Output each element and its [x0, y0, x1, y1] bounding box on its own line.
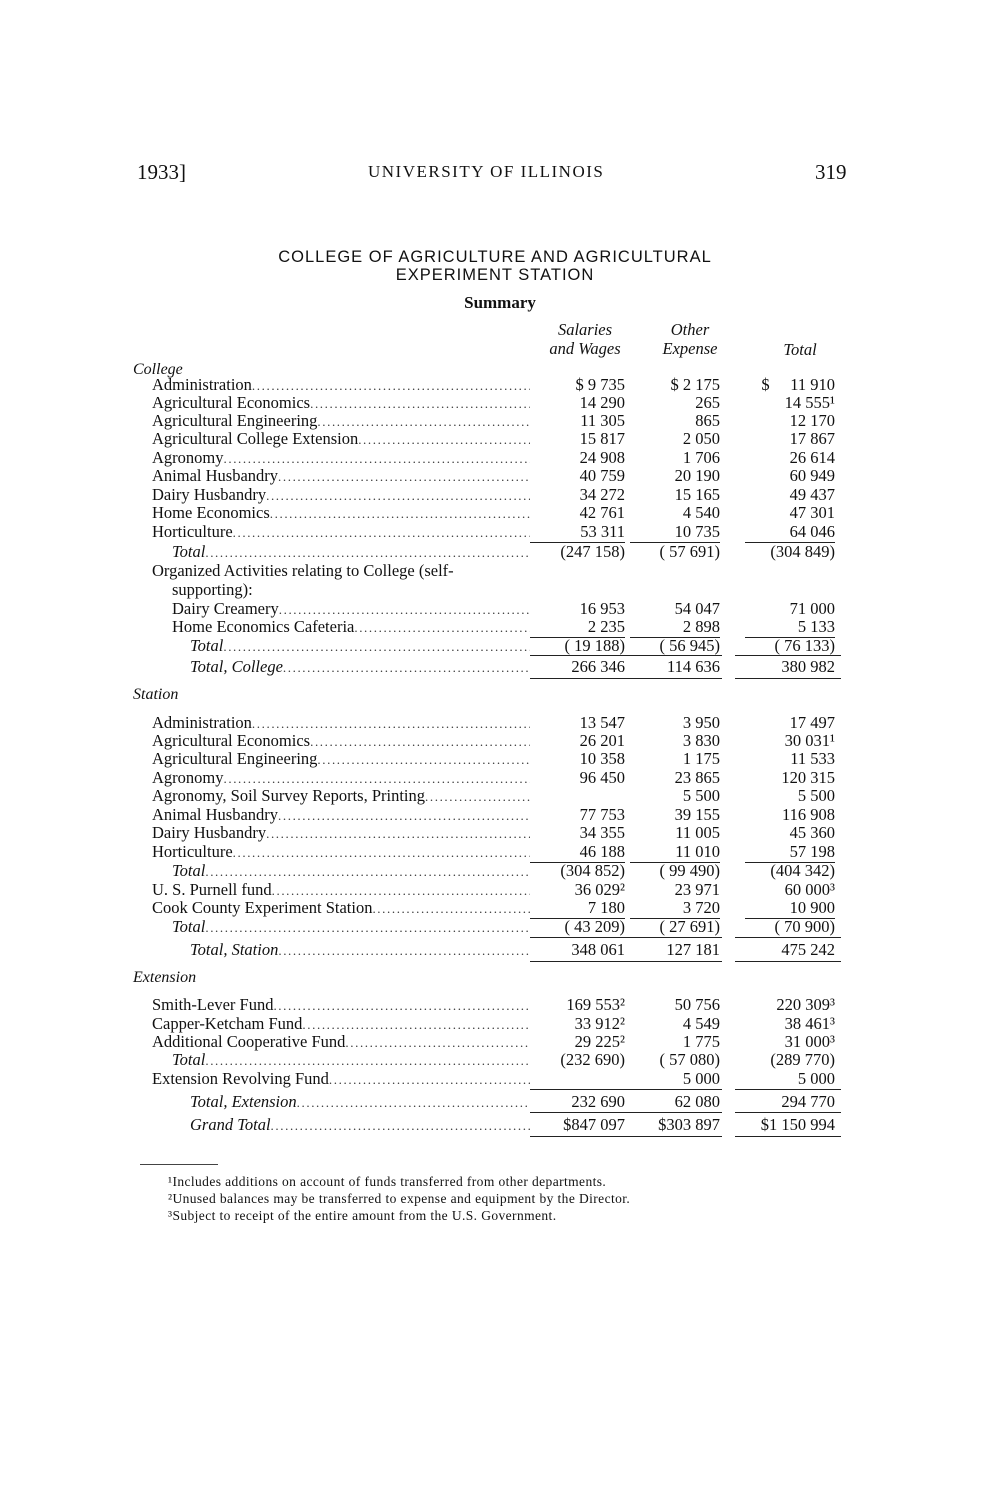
- section-heading-college: College: [133, 361, 183, 378]
- rule: [735, 937, 841, 938]
- salaries-cell: 53 311: [530, 523, 625, 543]
- salaries-cell: 40 759: [579, 466, 625, 485]
- row-label: Horticulture: [152, 523, 233, 541]
- row-label: Smith-Lever Fund: [152, 996, 274, 1014]
- organized-activities-label-cont: supporting):: [172, 581, 253, 599]
- total-cell: 45 360: [789, 823, 835, 842]
- other-expense-cell: 23 971: [674, 880, 720, 899]
- total-cell: ( 76 133): [774, 636, 835, 655]
- other-expense-cell: 5 000: [682, 1069, 720, 1088]
- footnote-2: ²Unused balances may be transferred to expense and equipment by the Director.: [168, 1191, 631, 1206]
- salaries-cell: $ 9 735: [575, 375, 625, 394]
- total-cell: 17 497: [789, 713, 835, 732]
- column-header-salaries-line1: Salaries: [557, 320, 613, 339]
- other-expense-cell: ( 99 490): [659, 861, 720, 880]
- rule: [735, 1089, 841, 1090]
- salaries-cell: 11 305: [580, 411, 625, 430]
- grand-total-row: [0, 1116, 1000, 1134]
- rule: [530, 655, 628, 656]
- subtotal-row: [0, 1051, 1000, 1069]
- other-expense-cell: 50 756: [674, 995, 720, 1014]
- row-label: Total: [172, 1051, 206, 1069]
- table-row: [0, 1033, 1000, 1051]
- total-cell: 30 031¹: [784, 731, 835, 750]
- subtotal-row: [0, 637, 1000, 655]
- row-label: Dairy Husbandry: [152, 824, 267, 842]
- rule: [735, 1136, 841, 1137]
- other-expense-cell: ( 56 945): [659, 636, 720, 655]
- table-row: [0, 899, 1000, 917]
- salaries-cell: 24 908: [579, 448, 625, 467]
- salaries-cell: 16 953: [579, 599, 625, 618]
- section-total-row: [0, 658, 1000, 676]
- table-row: [0, 750, 1000, 768]
- table-row: [0, 996, 1000, 1014]
- rule: [735, 678, 841, 679]
- salaries-cell: 348 061: [571, 940, 625, 959]
- table-row: [0, 1015, 1000, 1033]
- total-cell: 47 301: [789, 503, 835, 522]
- other-expense-cell: 2 898: [630, 618, 720, 638]
- table-row: [0, 732, 1000, 750]
- salaries-cell: ( 43 209): [564, 917, 625, 936]
- other-expense-cell: 2 050: [682, 429, 720, 448]
- subtotal-row: [0, 862, 1000, 880]
- total-cell: 11 533: [790, 749, 835, 768]
- row-label: Grand Total: [190, 1116, 271, 1134]
- total-cell: 49 437: [789, 485, 835, 504]
- other-expense-cell: ( 27 691): [659, 917, 720, 936]
- total-cell: 71 000: [789, 599, 835, 618]
- header-year: 1933]: [137, 160, 186, 184]
- other-expense-cell: 3 720: [630, 899, 720, 919]
- other-expense-cell: 114 636: [666, 657, 720, 676]
- row-label: Total, Extension: [190, 1093, 297, 1111]
- salaries-cell: 29 225²: [574, 1032, 625, 1051]
- header-page-number: 319: [815, 160, 847, 184]
- table-row: [0, 430, 1000, 448]
- total-cell: 380 982: [781, 657, 835, 676]
- header-institution: UNIVERSITY OF ILLINOIS: [368, 162, 605, 181]
- column-header-other: [640, 320, 740, 358]
- other-expense-cell: 127 181: [666, 940, 720, 959]
- total-cell: 64 046: [745, 523, 835, 543]
- rule: [620, 1112, 722, 1113]
- row-label: Total: [190, 637, 224, 655]
- salaries-cell: 34 355: [579, 823, 625, 842]
- other-expense-cell: ( 57 080): [659, 1050, 720, 1069]
- section-heading-extension: Extension: [133, 969, 197, 986]
- salaries-cell: 15 817: [579, 429, 625, 448]
- text-line: [0, 581, 1000, 599]
- column-header-other-line1: Other: [670, 320, 710, 339]
- total-cell: 38 461³: [784, 1014, 835, 1033]
- salaries-cell: 46 188: [530, 843, 625, 863]
- row-label: Animal Husbandry: [152, 806, 279, 824]
- salaries-cell: 169 553²: [566, 995, 625, 1014]
- other-expense-cell: ( 57 691): [659, 542, 720, 561]
- text-line: [0, 562, 1000, 580]
- total-cell: (404 342): [770, 861, 835, 880]
- salaries-cell: 96 450: [579, 768, 625, 787]
- rule: [735, 1112, 841, 1113]
- salaries-cell: 266 346: [571, 657, 625, 676]
- salaries-cell: $847 097: [563, 1115, 625, 1134]
- salaries-cell: 42 761: [579, 503, 625, 522]
- table-row: [0, 806, 1000, 824]
- total-cell: 5 000: [797, 1069, 835, 1088]
- total-cell: 5 133: [745, 618, 835, 638]
- section-total-row: [0, 1093, 1000, 1111]
- other-expense-cell: 39 155: [674, 805, 720, 824]
- salaries-cell: 2 235: [530, 618, 625, 638]
- subtotal-row: [0, 918, 1000, 936]
- table-row: [0, 787, 1000, 805]
- table-title-line1: COLLEGE OF AGRICULTURE AND AGRICULTURAL: [278, 248, 712, 266]
- column-header-salaries-line2: and Wages: [549, 339, 621, 358]
- total-cell: 220 309³: [776, 995, 835, 1014]
- salaries-cell: 77 753: [579, 805, 625, 824]
- table-row: [0, 376, 1000, 394]
- row-label: Agricultural Economics: [152, 394, 311, 412]
- other-expense-cell: 3 950: [682, 713, 720, 732]
- row-label: Agronomy, Soil Survey Reports, Printing: [152, 787, 426, 805]
- table-row: [0, 449, 1000, 467]
- subtotal-row: [0, 543, 1000, 561]
- table-row: [0, 618, 1000, 636]
- row-label: Extension Revolving Fund: [152, 1070, 329, 1088]
- row-label: Capper-Ketcham Fund: [152, 1015, 303, 1033]
- other-expense-cell: $ 2 175: [670, 375, 720, 394]
- table-row: [0, 600, 1000, 618]
- total-cell: 116 908: [781, 805, 835, 824]
- salaries-cell: 36 029²: [574, 880, 625, 899]
- rule: [530, 1112, 628, 1113]
- total-cell: 60 000³: [784, 880, 835, 899]
- total-cell: 57 198: [745, 843, 835, 863]
- row-label: Agricultural Economics: [152, 732, 311, 750]
- other-expense-cell: 1 775: [682, 1032, 720, 1051]
- footnote-3: ³Subject to receipt of the entire amount from the U.S. Government.: [168, 1208, 557, 1223]
- other-expense-cell: 3 830: [682, 731, 720, 750]
- table-row: [0, 523, 1000, 541]
- total-cell: 5 500: [797, 786, 835, 805]
- other-expense-cell: 4 549: [682, 1014, 720, 1033]
- table-row: [0, 504, 1000, 522]
- total-cell: (289 770): [770, 1050, 835, 1069]
- summary-heading: Summary: [464, 293, 536, 312]
- table-row: [0, 824, 1000, 842]
- salaries-cell: 33 912²: [574, 1014, 625, 1033]
- other-expense-cell: 15 165: [674, 485, 720, 504]
- rule: [620, 937, 722, 938]
- salaries-cell: (304 852): [560, 861, 625, 880]
- other-expense-cell: 23 865: [674, 768, 720, 787]
- row-label: Total: [172, 543, 206, 561]
- row-label: Administration: [152, 714, 252, 732]
- row-label: Total: [172, 918, 206, 936]
- rule: [620, 1089, 722, 1090]
- row-label: Agronomy: [152, 769, 224, 787]
- row-label: Additional Cooperative Fund: [152, 1033, 346, 1051]
- rule: [530, 1136, 628, 1137]
- row-label: Total, College: [190, 658, 283, 676]
- row-label: Total, Station: [190, 941, 279, 959]
- row-label: Cook County Experiment Station: [152, 899, 373, 917]
- rule: [735, 961, 841, 962]
- salaries-cell: 7 180: [530, 899, 625, 919]
- column-header-salaries: [535, 320, 635, 358]
- row-label: Total: [172, 862, 206, 880]
- row-label: Home Economics: [152, 504, 270, 522]
- organized-activities-label: Organized Activities relating to College (self-: [152, 562, 454, 580]
- row-label: Dairy Creamery: [172, 600, 279, 618]
- other-expense-cell: $303 897: [658, 1115, 720, 1134]
- salaries-cell: 26 201: [579, 731, 625, 750]
- other-expense-cell: 10 735: [630, 523, 720, 543]
- other-expense-cell: 4 540: [682, 503, 720, 522]
- rule: [530, 678, 628, 679]
- total-cell: ( 70 900): [774, 917, 835, 936]
- salaries-cell: 13 547: [579, 713, 625, 732]
- table-row: [0, 486, 1000, 504]
- salaries-cell: 14 290: [579, 393, 625, 412]
- total-cell: 294 770: [781, 1092, 835, 1111]
- row-label: Home Economics Cafeteria: [172, 618, 355, 636]
- rule: [620, 655, 722, 656]
- total-cell: 10 900: [745, 899, 835, 919]
- section-heading-station: Station: [133, 686, 179, 703]
- total-cell: 14 555¹: [784, 393, 835, 412]
- total-cell: 475 242: [781, 940, 835, 959]
- rule: [530, 1089, 628, 1090]
- rule: [620, 678, 722, 679]
- salaries-cell: (247 158): [560, 542, 625, 561]
- total-cell: $1 150 994: [760, 1115, 835, 1134]
- section-total-row: [0, 941, 1000, 959]
- other-expense-cell: 11 010: [630, 843, 720, 863]
- column-header-total: Total: [783, 340, 817, 359]
- other-expense-cell: 865: [695, 411, 720, 430]
- row-label: Horticulture: [152, 843, 233, 861]
- other-expense-cell: 11 005: [675, 823, 720, 842]
- table-row: [0, 394, 1000, 412]
- footnote-1: ¹Includes additions on account of funds transferred from other departments.: [168, 1174, 607, 1189]
- total-cell: 12 170: [789, 411, 835, 430]
- row-label: Administration: [152, 376, 252, 394]
- other-expense-cell: 1 706: [682, 448, 720, 467]
- total-cell: 120 315: [781, 768, 835, 787]
- other-expense-cell: 54 047: [674, 599, 720, 618]
- total-cell: $ 11 910: [761, 375, 835, 394]
- table-row: [0, 769, 1000, 787]
- other-expense-cell: 5 500: [682, 786, 720, 805]
- row-label: Agricultural Engineering: [152, 750, 318, 768]
- table-title-line2: EXPERIMENT STATION: [395, 266, 595, 284]
- salaries-cell: 10 358: [579, 749, 625, 768]
- rule: [620, 1136, 722, 1137]
- table-row: [0, 843, 1000, 861]
- footnote-rule: [140, 1164, 218, 1165]
- total-cell: 31 000³: [784, 1032, 835, 1051]
- total-cell: (304 849): [770, 542, 835, 561]
- row-label: Animal Husbandry: [152, 467, 279, 485]
- rule: [530, 937, 628, 938]
- table-row: [0, 714, 1000, 732]
- other-expense-cell: 20 190: [674, 466, 720, 485]
- rule: [620, 961, 722, 962]
- rule: [735, 655, 841, 656]
- row-label: Dairy Husbandry: [152, 486, 267, 504]
- rule: [530, 961, 628, 962]
- row-label: Agricultural Engineering: [152, 412, 318, 430]
- column-header-other-line2: Expense: [662, 339, 718, 358]
- salaries-cell: 34 272: [579, 485, 625, 504]
- total-cell: 26 614: [789, 448, 835, 467]
- total-cell: 60 949: [789, 466, 835, 485]
- row-label: U. S. Purnell fund: [152, 881, 272, 899]
- table-row: [0, 881, 1000, 899]
- table-row: [0, 412, 1000, 430]
- salaries-cell: (232 690): [560, 1050, 625, 1069]
- salaries-cell: 232 690: [571, 1092, 625, 1111]
- row-label: Agricultural College Extension: [152, 430, 359, 448]
- other-expense-cell: 265: [695, 393, 720, 412]
- row-label: Agronomy: [152, 449, 224, 467]
- other-expense-cell: 62 080: [674, 1092, 720, 1111]
- table-row: [0, 1070, 1000, 1088]
- other-expense-cell: 1 175: [682, 749, 720, 768]
- table-row: [0, 467, 1000, 485]
- salaries-cell: ( 19 188): [564, 636, 625, 655]
- total-cell: 17 867: [789, 429, 835, 448]
